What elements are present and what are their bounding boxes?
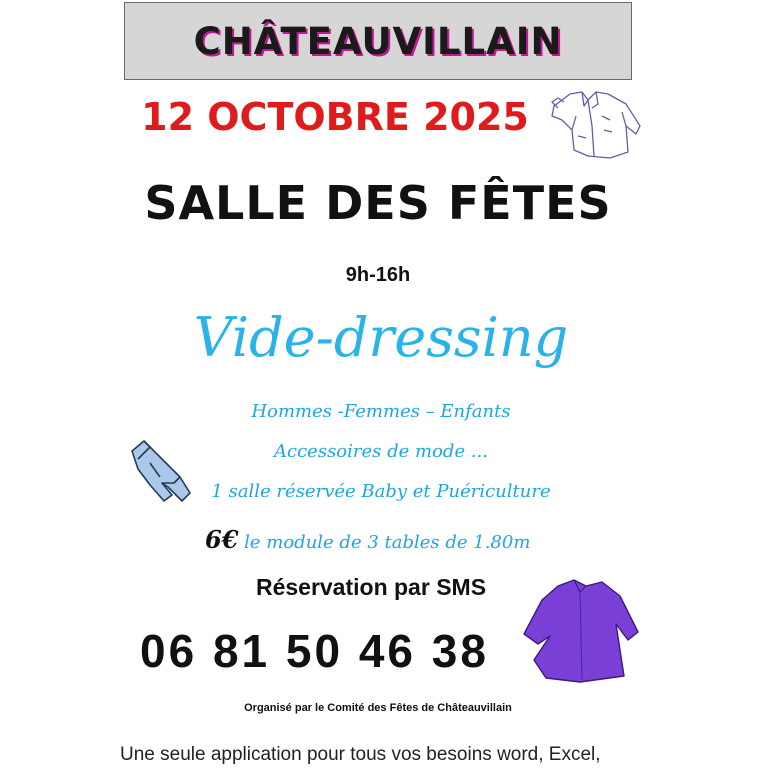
event-title: Vide-dressing [193, 306, 569, 369]
category-line-1: Hommes -Femmes – Enfants [251, 401, 511, 422]
promo-text: Une seule application pour tous vos besoins word, Excel, [120, 744, 601, 765]
purple-shirt-icon [520, 576, 642, 684]
category-line-3: 1 salle réservée Baby et Puériculture [211, 481, 551, 502]
category-line-2: Accessoires de mode ... [274, 441, 488, 462]
jacket-sketch-icon [548, 86, 644, 162]
price-line [205, 525, 530, 554]
price-amount: 6€ [205, 525, 239, 554]
event-date: 12 OCTOBRE 2025 [141, 95, 529, 139]
opening-hours: 9h-16h [345, 264, 411, 286]
town-name: CHÂTEAUVILLAIN [193, 19, 563, 63]
reservation-info: Réservation par SMS [255, 574, 487, 600]
venue: SALLE DES FÊTES [144, 176, 612, 230]
price-description: le module de 3 tables de 1.80m [244, 532, 531, 553]
jeans-icon [128, 437, 198, 505]
town-banner [124, 2, 632, 80]
organizer-credit: Organisé par le Comité des Fêtes de Châteauvillain [244, 702, 512, 714]
phone-number: 06 81 50 46 38 [140, 625, 489, 677]
